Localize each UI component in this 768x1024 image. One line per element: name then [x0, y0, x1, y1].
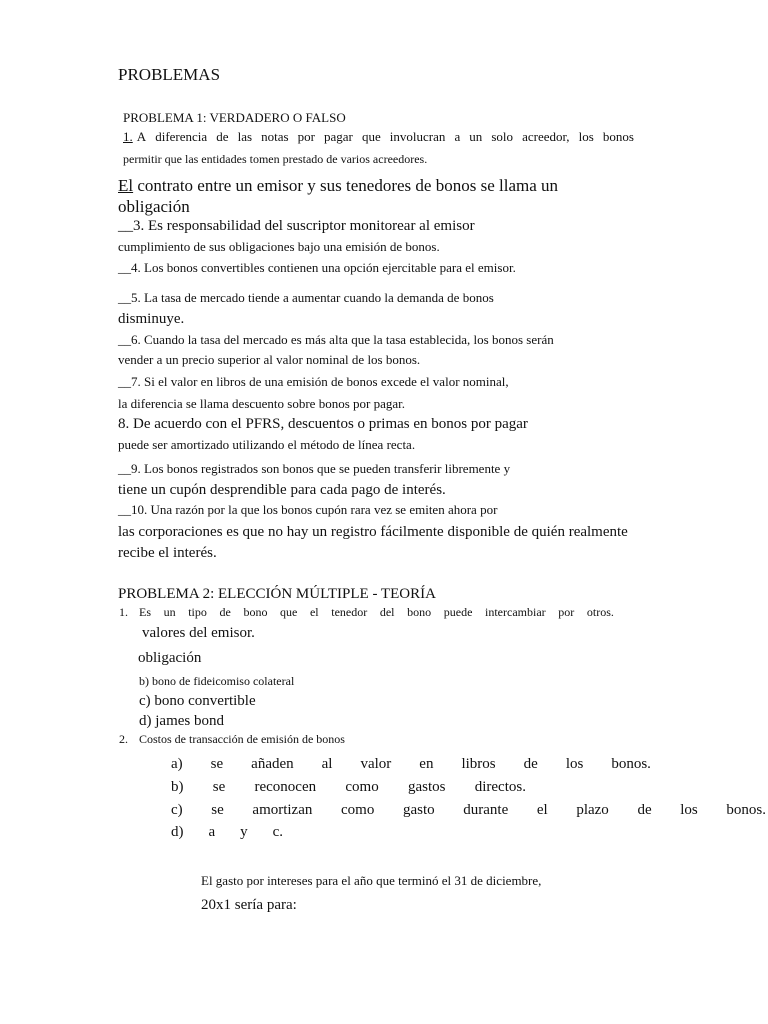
p1-q2-line1	[118, 177, 558, 194]
p1-q1-word: bonos	[602, 129, 634, 144]
p1-q1-word: los	[578, 129, 594, 144]
p2-q2-c-word: los	[680, 802, 698, 818]
p2-q1-word: el	[309, 605, 319, 619]
p1-q1-word: involucran	[389, 129, 446, 144]
p2-q1-word: tipo	[188, 605, 207, 619]
p2-q2-a-word: añaden	[251, 756, 294, 772]
p1-q9-line1: __9. Los bonos registrados son bonos que se pueden transferir libremente y	[118, 461, 511, 476]
p2-q2-option-b	[171, 780, 526, 795]
p2-q2-b-word: b)	[171, 779, 184, 795]
p2-q1-word: de	[219, 605, 231, 619]
p1-q1-word: solo	[491, 129, 514, 144]
p2-q1-word: que	[280, 605, 298, 619]
p2-q1-word: tenedor	[331, 605, 368, 619]
p1-q1-word: notas	[261, 129, 289, 144]
p1-q1-word: de	[216, 129, 229, 144]
p1-q5-line2: disminuye.	[118, 311, 185, 327]
p1-q10-line1: __10. Una razón por la que los bonos cupón rara vez se emiten ahora por	[118, 502, 498, 517]
p2-q2-c-word: el	[536, 802, 548, 818]
p2-q2-d-word: a	[208, 824, 216, 840]
p1-q3-line2: cumplimiento de sus obligaciones bajo una emisión de bonos.	[118, 239, 440, 254]
p2-q1-word: del	[379, 605, 395, 619]
p2-q2-b-word: gastos	[407, 779, 446, 795]
p1-q1-word: pagar	[324, 129, 353, 144]
p1-q9-line2: tiene un cupón desprendible para cada pago de interés.	[118, 482, 446, 498]
p2-q2-a-word: de	[523, 756, 538, 772]
p2-q2-b-word: directos.	[474, 779, 526, 795]
p2-q2-c-word: c)	[171, 802, 183, 818]
p1-q1-word: las	[237, 129, 253, 144]
p2-q2-a-word: se	[210, 756, 224, 772]
p1-q2-line2: obligación	[118, 197, 190, 216]
p2-q2-c-word: plazo	[576, 802, 609, 818]
p2-q1-option-d: c) bono convertible	[139, 693, 256, 709]
p2-q3-line2: 20x1 sería para:	[201, 897, 297, 913]
p1-q3-line1: __3. Es responsabilidad del suscriptor monitorear al emisor	[118, 218, 475, 234]
p2-q2-b-word: como	[345, 779, 379, 795]
p2-q1-word: otros.	[586, 605, 614, 619]
p2-q2-d-word: d)	[171, 824, 184, 840]
p2-q2-d-word: c.	[272, 824, 283, 840]
p1-q1-line1	[123, 130, 634, 143]
p1-q1-word: a	[454, 129, 461, 144]
p2-q2-a-word: en	[419, 756, 434, 772]
p2-q2-a-word: al	[321, 756, 333, 772]
p2-q2-c-word: se	[211, 802, 224, 818]
p2-q2-a-word: libros	[461, 756, 496, 772]
p2-q1-word: Es	[139, 605, 151, 619]
p1-q1-number: 1.	[123, 129, 133, 144]
p1-q1-word: acreedor,	[522, 129, 570, 144]
p1-q1-word: un	[469, 129, 483, 144]
p1-q5-line1: __5. La tasa de mercado tiende a aumentar cuando la demanda de bonos	[118, 290, 494, 305]
p2-q1-number: 1.	[119, 605, 128, 619]
p1-q8-line1: 8. De acuerdo con el PFRS, descuentos o primas en bonos por pagar	[118, 416, 528, 432]
p2-q1-text	[139, 606, 614, 618]
p1-q2-text: contrato entre un emisor y sus tenedores de bonos se llama un	[133, 176, 559, 195]
p1-q6-line1: __6. Cuando la tasa del mercado es más alta que la tasa establecida, los bonos serán	[118, 332, 554, 347]
p2-q2-c-word: como	[341, 802, 375, 818]
p1-q1-word: por	[297, 129, 315, 144]
p2-q2-d-word: y	[240, 824, 248, 840]
p2-q2-c-word: de	[637, 802, 652, 818]
p2-q2-b-word: reconocen	[254, 779, 317, 795]
p2-q2-text: Costos de transacción de emisión de bonos	[139, 732, 345, 746]
p2-q2-c-word: durante	[463, 802, 509, 818]
p1-q7-line1: __7. Si el valor en libros de una emisión de bonos excede el valor nominal,	[118, 374, 509, 389]
p2-q1-word: bono	[407, 605, 432, 619]
p1-q1-word: diferencia	[155, 129, 208, 144]
p2-q2-a-word: a)	[171, 756, 183, 772]
problem-2-heading: PROBLEMA 2: ELECCIÓN MÚLTIPLE - TEORÍA	[118, 586, 436, 602]
p1-q2-prefix: El	[118, 176, 134, 195]
p2-q2-option-a	[171, 757, 651, 772]
p2-q1-word: intercambiar	[485, 605, 546, 619]
p2-q1-option-e: d) james bond	[139, 713, 224, 729]
p1-q1-word: que	[361, 129, 381, 144]
p2-q2-a-word: valor	[360, 756, 392, 772]
p2-q2-a-word: bonos.	[611, 756, 651, 772]
p2-q3-line1: El gasto por intereses para el año que terminó el 31 de diciembre,	[201, 873, 542, 888]
p1-q1-line2: permitir que las entidades tomen prestado de varios acreedores.	[123, 152, 428, 166]
p2-q1-option-c: b) bono de fideicomiso colateral	[139, 674, 295, 688]
p1-q8-line2: puede ser amortizado utilizando el método de línea recta.	[118, 437, 416, 452]
p2-q2-a-word: los	[565, 756, 584, 772]
problem-1-heading: PROBLEMA 1: VERDADERO O FALSO	[123, 110, 346, 125]
p1-q1-word: A	[136, 129, 147, 144]
p1-q4-line1: __4. Los bonos convertibles contienen una opción ejercitable para el emisor.	[118, 260, 516, 275]
p2-q2-option-d	[171, 825, 283, 840]
p2-q2-c-word: amortizan	[252, 802, 313, 818]
p2-q1-option-a: valores del emisor.	[142, 625, 255, 641]
p2-q1-word: un	[163, 605, 176, 619]
page-title: PROBLEMAS	[118, 65, 221, 84]
p1-q10-line3: recibe el interés.	[118, 545, 217, 561]
p1-q7-line2: la diferencia se llama descuento sobre bonos por pagar.	[118, 396, 405, 411]
p2-q2-b-word: se	[212, 779, 226, 795]
p1-q10-line2: las corporaciones es que no hay un registro fácilmente disponible de quién realmente	[118, 524, 628, 540]
p2-q1-word: por	[558, 605, 575, 619]
p2-q2-number: 2.	[119, 732, 128, 746]
p2-q2-option-c	[171, 803, 766, 818]
p2-q1-option-b: obligación	[138, 650, 202, 666]
p2-q2-c-word: gasto	[402, 802, 435, 818]
p1-q6-line2: vender a un precio superior al valor nominal de los bonos.	[118, 352, 421, 367]
p1-q1-text	[137, 130, 634, 143]
p2-q1-word: puede	[443, 605, 473, 619]
p2-q1-word: bono	[243, 605, 268, 619]
p2-q2-c-word: bonos.	[726, 802, 766, 818]
